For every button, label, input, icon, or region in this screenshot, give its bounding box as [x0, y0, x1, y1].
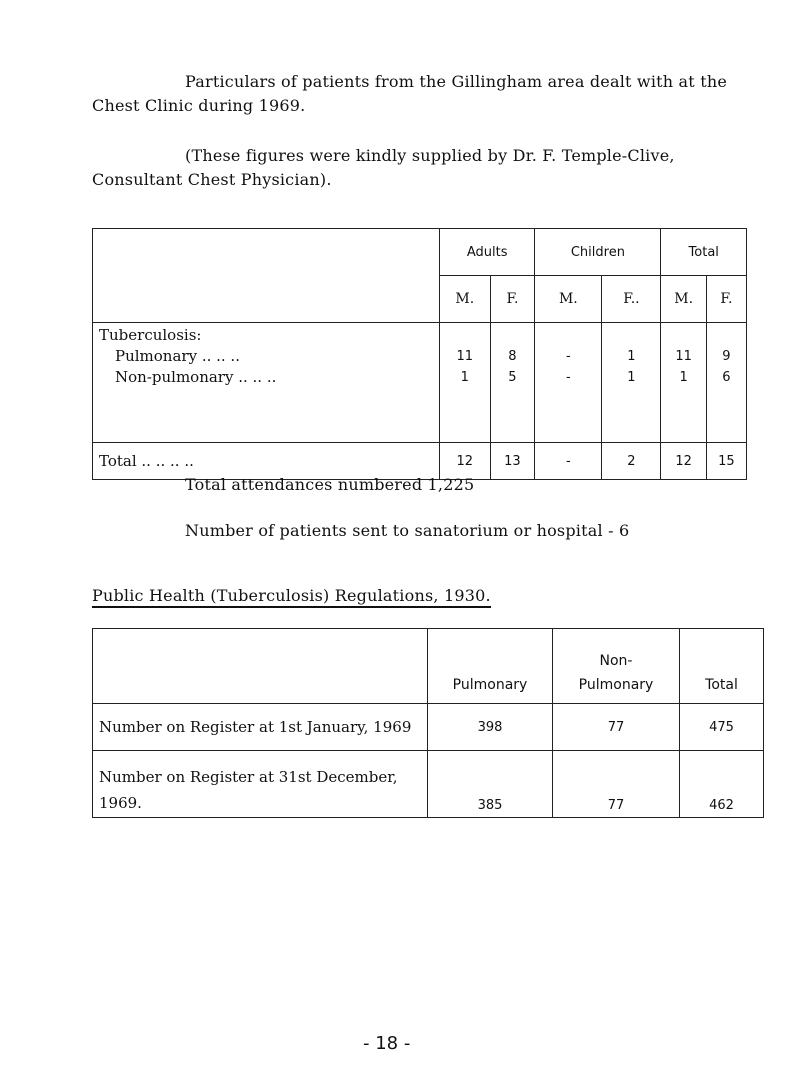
column-cell	[440, 323, 491, 443]
column-cell	[602, 323, 661, 443]
attendances-note: Total attendances numbered 1,225	[185, 475, 475, 494]
value-cell: 1	[627, 349, 636, 364]
regulations-heading: Public Health (Tuberculosis) Regulations, 1930.	[92, 586, 491, 608]
row-label-dec-line2: 1969.	[99, 794, 142, 812]
subheader-adults-f: F.	[490, 276, 535, 323]
total-value: 13	[490, 443, 535, 480]
value-cell: 1	[679, 370, 688, 385]
header-pulmonary: Pulmonary	[428, 629, 553, 704]
sanatorium-note: Number of patients sent to sanatorium or hospital - 6	[185, 521, 630, 540]
value-cell: 9	[722, 349, 731, 364]
value-cell: 1	[460, 370, 469, 385]
column-cell	[661, 323, 706, 443]
group-header-adults: Adults	[440, 229, 535, 276]
empty-header-cell	[93, 629, 428, 704]
chest-clinic-table	[92, 228, 747, 480]
total-value: 15	[706, 443, 746, 480]
intro-paragraph: Particulars of patients from the Gillingham area dealt with at the Chest Clinic during 1969.	[92, 72, 728, 115]
subheader-children-m: M.	[535, 276, 602, 323]
group-header-children: Children	[535, 229, 661, 276]
header-non-line2: Pulmonary	[578, 677, 654, 693]
group-header-total: Total	[661, 229, 747, 276]
total-value: 12	[661, 443, 706, 480]
value-cell: -	[566, 370, 571, 385]
value-cell: 11	[675, 349, 692, 364]
column-cell	[706, 323, 746, 443]
total-row-label: Total .. .. .. ..	[93, 443, 440, 480]
value-cell: 475	[680, 704, 764, 751]
page-number: - 18 -	[363, 1033, 411, 1054]
subheader-total-m: M.	[661, 276, 706, 323]
row-label-jan: Number on Register at 1st January, 1969	[93, 704, 428, 751]
value-cell: 385	[428, 751, 553, 818]
value-cell: 77	[553, 751, 680, 818]
row-label-pulmonary: Pulmonary .. .. ..	[115, 347, 240, 365]
value-cell: 1	[627, 370, 636, 385]
value-cell: -	[566, 349, 571, 364]
row-labels-cell	[93, 323, 440, 443]
subheader-adults-m: M.	[440, 276, 491, 323]
row-label-dec	[93, 751, 428, 818]
value-cell: 462	[680, 751, 764, 818]
header-non-pulmonary	[553, 629, 680, 704]
header-non-line1: Non-	[599, 653, 633, 669]
section-label: Tuberculosis:	[99, 326, 202, 344]
value-cell: 6	[722, 370, 731, 385]
value-cell: 398	[428, 704, 553, 751]
register-table	[92, 628, 764, 818]
subheader-children-f: F..	[602, 276, 661, 323]
source-paragraph: (These figures were kindly supplied by Dr. F. Temple-Clive, Consultant Chest Physician).	[92, 146, 675, 189]
header-total: Total	[680, 629, 764, 704]
value-cell: 5	[508, 370, 517, 385]
total-value: 12	[440, 443, 491, 480]
column-cell	[490, 323, 535, 443]
subheader-total-f: F.	[706, 276, 746, 323]
row-label-non-pulmonary: Non-pulmonary .. .. ..	[115, 368, 277, 386]
row-label-dec-line1: Number on Register at 31st December,	[99, 768, 398, 786]
total-value: 2	[602, 443, 661, 480]
value-cell: 8	[508, 349, 517, 364]
column-cell	[535, 323, 602, 443]
value-cell: 11	[456, 349, 474, 364]
value-cell: 77	[553, 704, 680, 751]
empty-header-cell	[93, 229, 440, 323]
total-value: -	[535, 443, 602, 480]
